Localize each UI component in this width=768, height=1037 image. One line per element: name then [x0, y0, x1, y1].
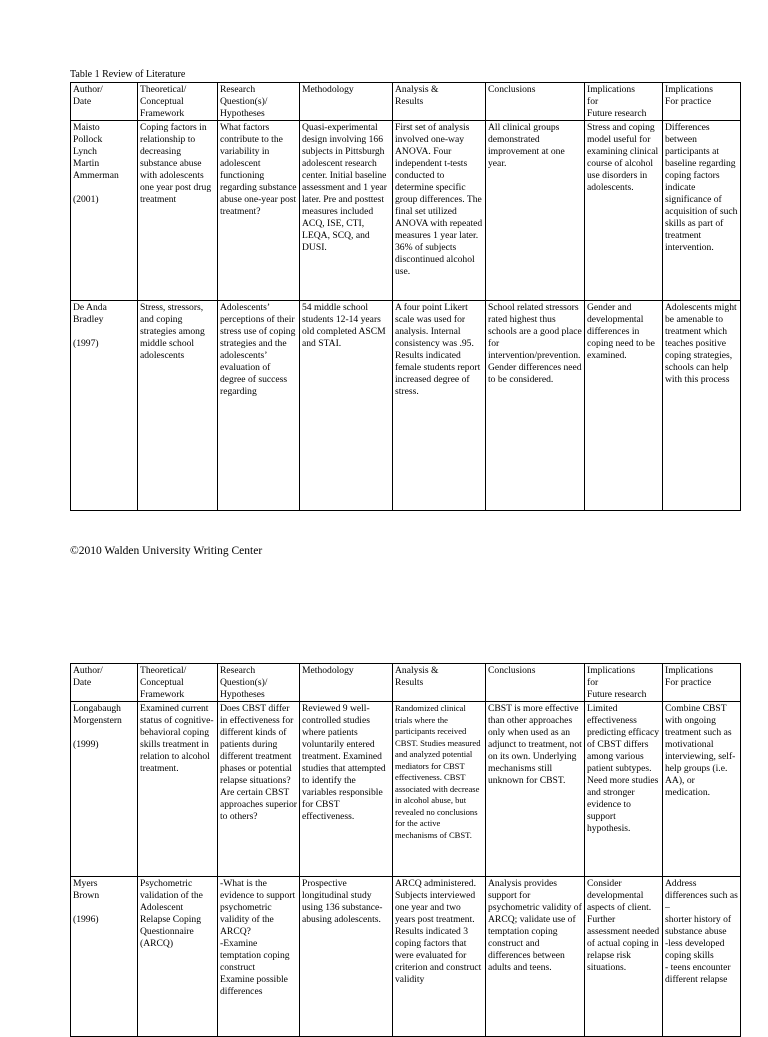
cell-analysis: ARCQ administered. Subjects interviewed one year and two years post treatment. Results indicated 3 coping factors that were evaluated for criterion and construct validity	[393, 877, 486, 1037]
literature-table-1	[70, 82, 741, 511]
cell-future: Consider developmental aspects of client. Further assessment needed of actual coping in relapse risk situations.	[585, 877, 663, 1037]
cell-future: Gender and developmental differences in coping need to be examined.	[585, 301, 663, 511]
cell-methodology: Quasi-experimental design involving 166 subjects in Pittsburgh adolescent research center. Initial baseline assessment and 1 year later. Pre and posttest measures included ACQ, ISE, CTI, LEQA, SCQ, and DUSI.	[300, 121, 393, 301]
cell-practice: Adolescents might be amenable to treatment which teaches positive coping strategies, schools can help with this process	[663, 301, 741, 511]
header-conclusions: Conclusions	[486, 664, 585, 702]
header-question: Research Question(s)/ Hypotheses	[218, 664, 300, 702]
cell-future: Limited effectiveness predicting efficacy of CBST differs among various patient subtypes. Need more studies and stronger evidence to support hypothesis.	[585, 702, 663, 877]
table-row	[71, 301, 741, 511]
cell-conclusions: CBST is more effective than other approaches only when used as an adjunct to treatment, not on its own. Underlying mechanisms still unknown for CBST.	[486, 702, 585, 877]
table-row	[71, 877, 741, 1037]
header-author: Author/ Date	[71, 83, 138, 121]
cell-methodology: 54 middle school students 12-14 years old completed ASCM and STAI.	[300, 301, 393, 511]
header-conclusions: Conclusions	[486, 83, 585, 121]
cell-author: De Anda Bradley (1997)	[71, 301, 138, 511]
table-caption: Table 1 Review of Literature	[70, 69, 186, 80]
header-question: Research Question(s)/ Hypotheses	[218, 83, 300, 121]
cell-conclusions: Analysis provides support for psychometric validity of ARCQ; validate use of temptation coping construct and differences between adults and teens.	[486, 877, 585, 1037]
cell-question: -What is the evidence to support psychometric validity of the ARCQ? -Examine temptation coping construct Examine possible differences	[218, 877, 300, 1037]
table-row	[71, 702, 741, 877]
cell-framework: Coping factors in relationship to decreasing substance abuse with adolescents one year post drug treatment	[138, 121, 218, 301]
header-practice: Implications For practice	[663, 664, 741, 702]
header-practice: Implications For practice	[663, 83, 741, 121]
header-future: Implications for Future research	[585, 664, 663, 702]
header-future: Implications for Future research	[585, 83, 663, 121]
header-analysis: Analysis & Results	[393, 83, 486, 121]
cell-author: Myers Brown (1996)	[71, 877, 138, 1037]
header-row	[71, 664, 741, 702]
cell-question: Does CBST differ in effectiveness for different kinds of patients during different treatment phases or potential relapse situations? Are certain CBST approaches superior to others?	[218, 702, 300, 877]
header-methodology: Methodology	[300, 664, 393, 702]
cell-author: Longabaugh Morgenstern (1999)	[71, 702, 138, 877]
cell-author: Maisto Pollock Lynch Martin Ammerman (2001)	[71, 121, 138, 301]
cell-conclusions: School related stressors rated highest thus schools are a good place for intervention/prevention. Gender differences need to be considered.	[486, 301, 585, 511]
cell-methodology: Prospective longitudinal study using 136 substance-abusing adolescents.	[300, 877, 393, 1037]
literature-table-2	[70, 663, 741, 1037]
cell-methodology: Reviewed 9 well-controlled studies where patients voluntarily entered treatment. Examined studies that attempted to identify the variables responsible for CBST effectiveness.	[300, 702, 393, 877]
header-framework: Theoretical/ Conceptual Framework	[138, 83, 218, 121]
cell-analysis: A four point Likert scale was used for analysis. Internal consistency was .95. Results indicated female students report increased degree of stress.	[393, 301, 486, 511]
cell-framework: Psychometric validation of the Adolescent Relapse Coping Questionnaire (ARCQ)	[138, 877, 218, 1037]
cell-question: Adolescents’ perceptions of their stress use of coping strategies and the adolescents’ evaluation of degree of success regarding	[218, 301, 300, 511]
header-author: Author/ Date	[71, 664, 138, 702]
cell-framework: Examined current status of cognitive-behavioral coping skills treatment in relation to alcohol treatment.	[138, 702, 218, 877]
table-row	[71, 121, 741, 301]
header-row	[71, 83, 741, 121]
cell-analysis: First set of analysis involved one-way ANOVA. Four independent t-tests conducted to determine specific group differences. The final set utilized ANOVA with repeated measures 1 year later. 36% of subjects discontinued alcohol use.	[393, 121, 486, 301]
copyright-footer: ©2010 Walden University Writing Center	[70, 545, 263, 557]
cell-conclusions: All clinical groups demonstrated improvement at one year.	[486, 121, 585, 301]
cell-practice: Address differences such as – shorter history of substance abuse -less developed coping skills - teens encounter different relapse	[663, 877, 741, 1037]
cell-framework: Stress, stressors, and coping strategies among middle school adolescents	[138, 301, 218, 511]
cell-practice: Differences between participants at baseline regarding coping factors indicate significance of acquisition of such skills as part of treatment intervention.	[663, 121, 741, 301]
cell-practice: Combine CBST with ongoing treatment such as motivational interviewing, self-help groups (i.e. AA), or medication.	[663, 702, 741, 877]
cell-analysis: Randomized clinical trials where the participants received CBST. Studies measured and analyzed potential mediators for CBST effectiveness. CBST associated with decrease in alcohol abuse, but revealed no conclusions for the active mechanisms of CBST.	[393, 702, 486, 877]
cell-future: Stress and coping model useful for examining clinical course of alcohol use disorders in adolescents.	[585, 121, 663, 301]
header-framework: Theoretical/ Conceptual Framework	[138, 664, 218, 702]
header-methodology: Methodology	[300, 83, 393, 121]
cell-question: What factors contribute to the variability in adolescent functioning regarding substance abuse one-year post treatment?	[218, 121, 300, 301]
header-analysis: Analysis & Results	[393, 664, 486, 702]
